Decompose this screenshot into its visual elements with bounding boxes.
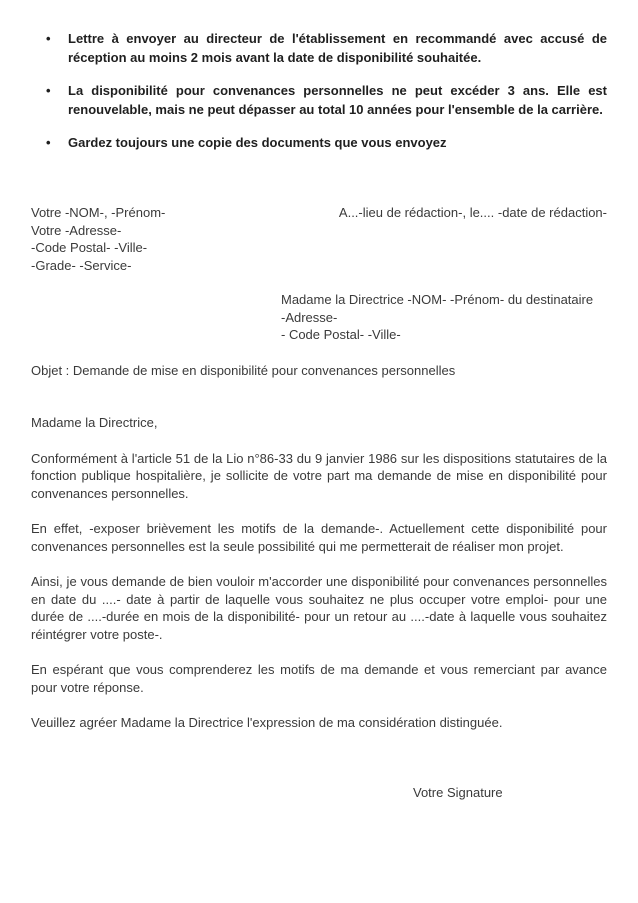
bullet-marker: • — [46, 31, 51, 46]
notice-item — [46, 29, 607, 67]
signature-line: Votre Signature — [413, 784, 503, 800]
recipient-block — [281, 291, 607, 344]
sender-date-row — [31, 204, 607, 274]
closing-paragraph: Veuillez agréer Madame la Directrice l'expression de ma considération distinguée. — [31, 715, 503, 730]
place-date-line: A...-lieu de rédaction-, le.... -date de rédaction- — [338, 205, 607, 220]
sender-address-line: Votre -Adresse- — [31, 222, 122, 238]
notice-text: La disponibilité pour convenances personnelles ne peut excéder 3 ans. Elle est renouvelable, mais ne peut dépasser au total 10 années pour l'ensemble de la carrière. — [68, 83, 607, 117]
body-paragraph-1: Conformément à l'article 51 de la Lio n°86-33 du 9 janvier 1986 sur les dispositions statutaires de la fonction publique hospitalière, je sollicite de votre part ma demande de mise en disponibilité pour convenances personnelles. — [31, 450, 607, 501]
bullet-marker: • — [46, 135, 51, 150]
subject-line: Objet : Demande de mise en disponibilité pour convenances personnelles — [31, 362, 456, 378]
body-paragraph-4: En espérant que vous comprenderez les motifs de ma demande et vous remerciant par avance pour votre réponse. — [31, 662, 607, 695]
body-paragraph-3: Ainsi, je vous demande de bien vouloir m'accorder une disponibilité pour convenances personnelles en date du ....- date à partir de laquelle vous souhaitez ne plus occuper votre emploi- pour une durée de ....-durée en mois de la disponibilité- pour un retour au ....-date à laquelle vous souhaitez réintégrer votre poste-. — [31, 574, 607, 642]
notice-text: Gardez toujours une copie des documents que vous envoyez — [68, 135, 447, 150]
body-paragraph-2: En effet, -exposer brièvement les motifs de la demande-. Actuellement cette disponibilité pour convenances personnelles est la seule possibilité qui me permetterait de réaliser mon projet. — [31, 521, 607, 554]
recipient-address-line: -Adresse- — [281, 309, 338, 325]
recipient-name-line: Madame la Directrice -NOM- -Prénom- du destinataire — [281, 292, 594, 307]
sender-postal-line: -Code Postal- -Ville- — [31, 240, 148, 255]
salutation: Madame la Directrice, — [31, 415, 158, 430]
sender-block — [31, 204, 165, 274]
sender-grade-line: -Grade- -Service- — [31, 257, 132, 273]
notice-text: Lettre à envoyer au directeur de l'établissement en recommandé avec accusé de réception au moins 2 mois avant la date de disponibilité souhaitée. — [68, 31, 607, 65]
notice-item — [46, 81, 607, 119]
recipient-postal-line: - Code Postal- -Ville- — [281, 327, 401, 342]
bullet-marker: • — [46, 83, 51, 98]
sender-name-line: Votre -NOM-, -Prénom- — [31, 205, 166, 220]
notice-list — [31, 29, 607, 152]
notice-item — [46, 133, 607, 152]
